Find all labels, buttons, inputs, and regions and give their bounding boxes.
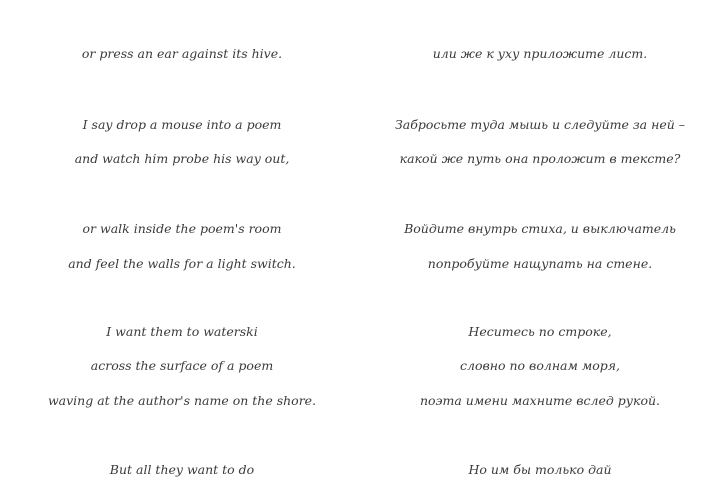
russian-line: Неситесь по строке, — [468, 324, 612, 339]
english-line: and watch him probe his way out, — [74, 151, 290, 166]
english-line: or press an ear against its hive. — [81, 46, 283, 61]
russian-column — [370, 0, 710, 480]
english-line: But all they want to do — [109, 462, 255, 477]
english-column — [12, 0, 352, 480]
russian-line: или же к уху приложите лист. — [432, 46, 648, 61]
russian-line: словно по волнам моря, — [460, 358, 620, 373]
english-line: waving at the author's name on the shore. — [47, 393, 317, 408]
russian-line: Войдите внутрь стиха, и выключатель — [404, 221, 676, 236]
russian-line: попробуйте нащупать на стене. — [427, 256, 653, 271]
english-line: or walk inside the poem's room — [82, 221, 282, 236]
english-line: I want them to waterski — [106, 324, 258, 339]
russian-line: Но им бы только дай — [468, 462, 612, 477]
russian-line: Забросьте туда мышь и следуйте за ней – — [394, 117, 686, 132]
russian-line: какой же путь она проложит в тексте? — [399, 151, 681, 166]
english-line: I say drop a mouse into a poem — [82, 117, 282, 132]
english-line: across the surface of a poem — [90, 358, 274, 373]
russian-line: поэта имени махните вслед рукой. — [419, 393, 661, 408]
english-line: and feel the walls for a light switch. — [68, 256, 296, 271]
